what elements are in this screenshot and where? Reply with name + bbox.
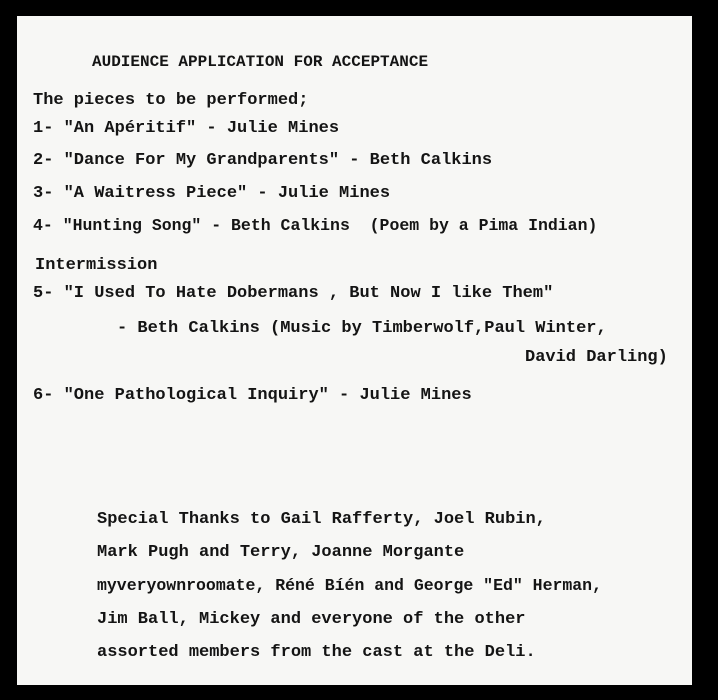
piece-5: 5- "I Used To Hate Dobermans , But Now I like Them" [33,284,554,303]
program-sheet [17,16,692,685]
piece-2: 2- "Dance For My Grandparents" - Beth Calkins [33,151,493,170]
thanks-line-2: Mark Pugh and Terry, Joanne Morgante [97,543,465,562]
piece-4: 4- "Hunting Song" - Beth Calkins (Poem by a Pima Indian) [33,216,598,235]
intermission: Intermission [35,256,158,275]
thanks-line-3: myveryownroomate, Réné Bíén and George "Ed" Herman, [97,576,602,595]
thanks-line-1: Special Thanks to Gail Rafferty, Joel Rubin, [97,510,546,529]
piece-1: 1- "An Apéritif" - Julie Mines [33,119,340,138]
program-intro: The pieces to be performed; [33,91,309,110]
piece-5-credit-cont: David Darling) [525,348,668,367]
thanks-line-4: Jim Ball, Mickey and everyone of the other [97,610,526,629]
thanks-line-5: assorted members from the cast at the Deli. [97,643,536,662]
piece-3: 3- "A Waitress Piece" - Julie Mines [33,184,391,203]
piece-6: 6- "One Pathological Inquiry" - Julie Mines [33,386,472,405]
program-title: AUDIENCE APPLICATION FOR ACCEPTANCE [92,53,429,71]
piece-5-credit: - Beth Calkins (Music by Timberwolf,Paul Winter, [117,319,607,338]
